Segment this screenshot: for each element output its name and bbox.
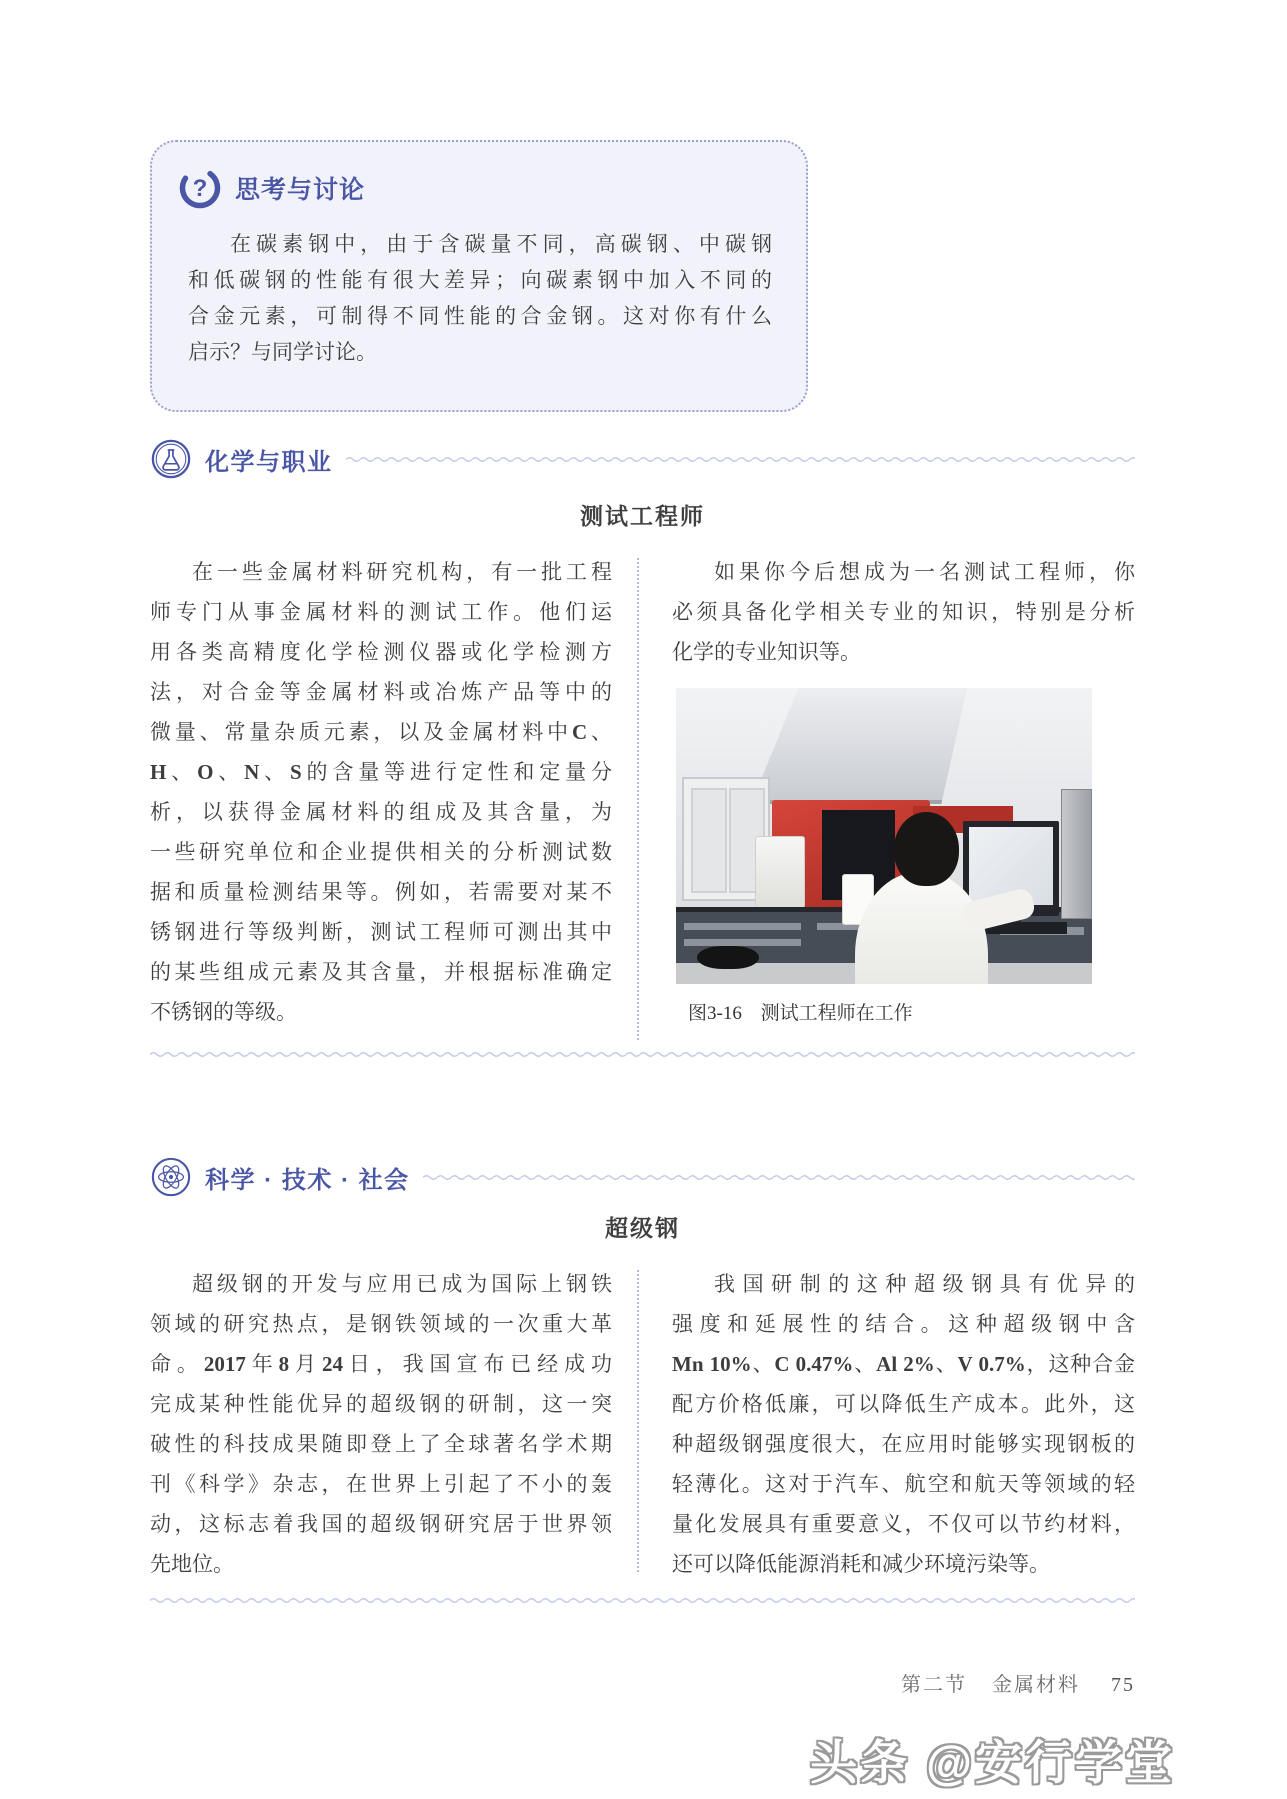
- text-line: 析，以获得金属材料的组成及其含量，为: [150, 800, 612, 824]
- sts-left-column: [150, 1264, 612, 1584]
- text-line: 刊《科学》杂志，在世界上引起了不小的轰: [150, 1472, 612, 1496]
- text-line: 不锈钢的等级。: [150, 1000, 297, 1024]
- text-line: 化学的专业知识等。: [672, 640, 861, 664]
- text-line: 超级钢的开发与应用已成为国际上钢铁: [192, 1272, 612, 1296]
- text-line: 和低碳钢的性能有很大差异；向碳素钢中加入不同的: [188, 268, 772, 292]
- text-line: 强度和延展性的结合。这种超级钢中含: [672, 1312, 1135, 1336]
- text-line: 微量、常量杂质元素，以及金属材料中C、: [150, 720, 613, 744]
- computer-tower: [1061, 789, 1092, 919]
- sts-section-header: [150, 1156, 1135, 1198]
- fume-hood: [751, 688, 967, 804]
- text-line: 领域的研究热点，是钢铁领域的一次重大革: [150, 1312, 612, 1336]
- think-box-text: [188, 226, 772, 370]
- text-line: 据和质量检测结果等。例如，若需要对某不: [150, 880, 612, 904]
- figure-caption-label: 图3-16: [688, 1003, 742, 1024]
- text-line: 配方价格低廉，可以降低生产成本。此外，这: [672, 1392, 1135, 1416]
- career-left-column: [150, 552, 612, 1032]
- section-wavy-separator: [150, 1596, 1135, 1604]
- question-icon: [178, 166, 222, 210]
- text-line: 量化发展具有重要意义，不仅可以节约材料，: [672, 1512, 1135, 1536]
- text-line: 一些研究单位和企业提供相关的分析测试数: [150, 840, 612, 864]
- sts-header-wavy-line: [423, 1173, 1135, 1181]
- section-wavy-separator: [150, 1050, 1135, 1058]
- text-line: 完成某种性能优异的超级钢的研制，这一突: [150, 1392, 612, 1416]
- text-line: 轻薄化。这对于汽车、航空和航天等领域的轻: [672, 1472, 1135, 1496]
- text-line: 在碳素钢中，由于含碳量不同，高碳钢、中碳钢: [230, 232, 772, 256]
- text-line: 师专门从事金属材料的测试工作。他们运: [150, 600, 612, 624]
- career-section-label: 化学与职业: [205, 448, 333, 476]
- career-header-wavy-line: [346, 455, 1136, 463]
- text-line: 合金元素，可制得不同性能的合金钢。这对你有什么: [188, 304, 772, 328]
- text-line: 必须具备化学相关专业的知识，特别是分析: [672, 600, 1135, 624]
- cabinet-door: [691, 788, 727, 893]
- text-line: 用各类高精度化学检测仪器或化学检测方: [150, 640, 612, 664]
- text-line: H、O、N、S的含量等进行定性和定量分: [150, 760, 613, 784]
- career-section-header: [150, 438, 1135, 480]
- text-line: 启示？与同学讨论。: [188, 340, 377, 364]
- svg-text:?: ?: [192, 175, 208, 202]
- footer-page-number: 75: [1111, 1674, 1135, 1696]
- white-container: [755, 836, 805, 910]
- career-column-divider: [637, 558, 639, 1040]
- text-line: 破性的科技成果随即登上了全球著名学术期: [150, 1432, 612, 1456]
- bench-drawer: [684, 923, 800, 930]
- figure-photo-lab: [676, 688, 1092, 984]
- text-line: 锈钢进行等级判断，测试工程师可测出其中: [150, 920, 612, 944]
- text-line: 我国研制的这种超级钢具有优异的: [714, 1272, 1135, 1296]
- text-line: 动，这标志着我国的超级钢研究居于世界领: [150, 1512, 612, 1536]
- career-article-title: 测试工程师: [580, 503, 705, 529]
- text-line: 先地位。: [150, 1552, 234, 1576]
- footer-section: 第二节: [901, 1674, 967, 1696]
- career-right-column: [672, 552, 1135, 672]
- think-discuss-box: [150, 140, 808, 412]
- text-line: 种超级钢强度很大，在应用时能够实现钢板的: [672, 1432, 1135, 1456]
- lab-stool: [697, 946, 759, 970]
- flask-icon: [150, 438, 192, 480]
- think-box-header: [178, 166, 806, 210]
- engineer-head: [894, 812, 958, 886]
- text-line: 命。2017年8月24日，我国宣布已经成功: [150, 1352, 612, 1376]
- text-line: 法，对合金等金属材料或冶炼产品等中的: [150, 680, 612, 704]
- page-footer: [150, 1668, 1135, 1697]
- think-box-title: 思考与讨论: [235, 176, 366, 204]
- sts-section-label: 科学 · 技术 · 社会: [205, 1166, 410, 1194]
- figure-caption-text: 测试工程师在工作: [760, 1003, 913, 1024]
- sts-article-title: 超级钢: [605, 1215, 680, 1241]
- sts-column-divider: [637, 1270, 639, 1572]
- watermark: 头条 @安行学堂: [810, 1736, 1175, 1789]
- footer-chapter: 金属材料: [992, 1674, 1080, 1696]
- sts-right-column: [672, 1264, 1135, 1584]
- text-line: 还可以降低能源消耗和减少环境污染等。: [672, 1552, 1050, 1576]
- figure-caption: [676, 998, 1092, 1025]
- text-line: 在一些金属材料研究机构，有一批工程: [192, 560, 612, 584]
- atom-icon: [150, 1156, 192, 1198]
- text-line: Mn 10%、C 0.47%、Al 2%、V 0.7%，这种合金: [672, 1352, 1136, 1376]
- text-line: 的某些组成元素及其含量，并根据标准确定: [150, 960, 612, 984]
- bench-drawer: [684, 939, 800, 946]
- text-line: 如果你今后想成为一名测试工程师，你: [714, 560, 1135, 584]
